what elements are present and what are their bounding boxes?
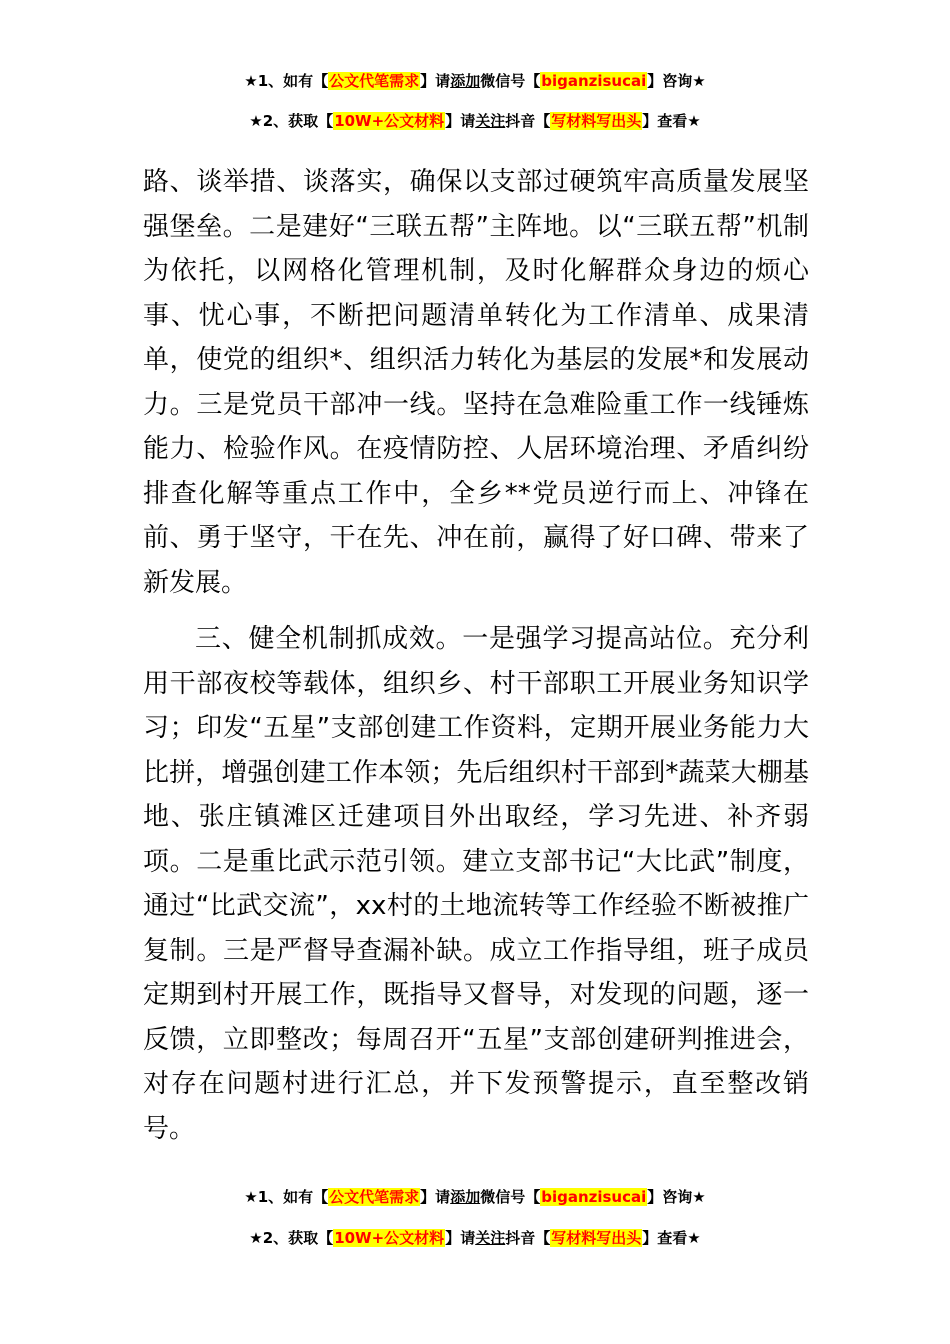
promo-emphasis: 关注 [475,1229,506,1247]
promo-text: 抖音【 [505,112,551,130]
promo-emphasis: 添加 [450,72,481,90]
promo-suffix: 】查看★ [642,1229,701,1247]
promo-highlight-materials: 10W+公文材料 [334,1229,445,1247]
header-promo-line-2 [0,110,950,132]
header-promo-line-1 [0,70,950,92]
promo-text: 】请 [445,112,476,130]
promo-text: 】请 [420,72,451,90]
footer-promo-line-1 [0,1186,950,1208]
promo-highlight-douyin-id: 写材料写出头 [551,112,642,130]
promo-prefix: ★2、获取【 [249,112,334,130]
promo-emphasis: 关注 [475,112,506,130]
promo-highlight-wechat-id: biganzisucai [541,1188,647,1206]
promo-text: 抖音【 [505,1229,551,1247]
promo-highlight-douyin-id: 写材料写出头 [551,1229,642,1247]
promo-text: 微信号【 [480,72,541,90]
body-paragraph-1: 路、谈举措、谈落实，确保以支部过硬筑牢高质量发展坚强堡垒。二是建好“三联五帮”主阵地。以“三联五帮”机制为依托，以网格化管理机制，及时化解群众身边的烦心事、忧心事，不断把问题清单转化为工作清单、成果清单，使党的组织*、组织活力转化为基层的发展*和发展动力。三是党员干部冲一线。坚持在急难险重工作一线锤炼能力、检验作风。在疫情防控、人居环境治理、矛盾纠纷排查化解等重点工作中，全乡**党员逆行而上、冲锋在前、勇于坚守，干在先、冲在前，赢得了好口碑、带来了新发展。 [143,167,809,598]
promo-emphasis: 添加 [450,1188,481,1206]
body-paragraph-2: 三、健全机制抓成效。一是强学习提高站位。充分利用干部夜校等载体，组织乡、村干部职工开展业务知识学习；印发“五星”支部创建工作资料，定期开展业务能力大比拼，增强创建工作本领；先后组织村干部到*蔬菜大棚基地、张庄镇滩区迁建项目外出取经，学习先进、补齐弱项。二是重比武示范引领。建立支部书记“大比武”制度，通过“比武交流”，xx村的土地流转等工作经验不断被推广复制。三是严督导查漏补缺。成立工作指导组，班子成员定期到村开展工作，既指导又督导，对发现的问题，逐一反馈，立即整改；每周召开“五星”支部创建研判推进会，对存在问题村进行汇总，并下发预警提示，直至整改销号。 [143,624,809,1144]
promo-prefix: ★2、获取【 [249,1229,334,1247]
promo-text: 】请 [420,1188,451,1206]
promo-prefix: ★1、如有【 [244,1188,329,1206]
promo-text: 】请 [445,1229,476,1247]
document-body [143,160,809,1151]
promo-prefix: ★1、如有【 [244,72,329,90]
footer-promo-line-2 [0,1227,950,1249]
promo-highlight-service: 公文代笔需求 [329,1188,420,1206]
promo-text: 微信号【 [480,1188,541,1206]
promo-suffix: 】查看★ [642,112,701,130]
promo-highlight-service: 公文代笔需求 [329,72,420,90]
promo-highlight-wechat-id: biganzisucai [541,72,647,90]
promo-suffix: 】咨询★ [647,1188,706,1206]
promo-suffix: 】咨询★ [647,72,706,90]
promo-highlight-materials: 10W+公文材料 [334,112,445,130]
